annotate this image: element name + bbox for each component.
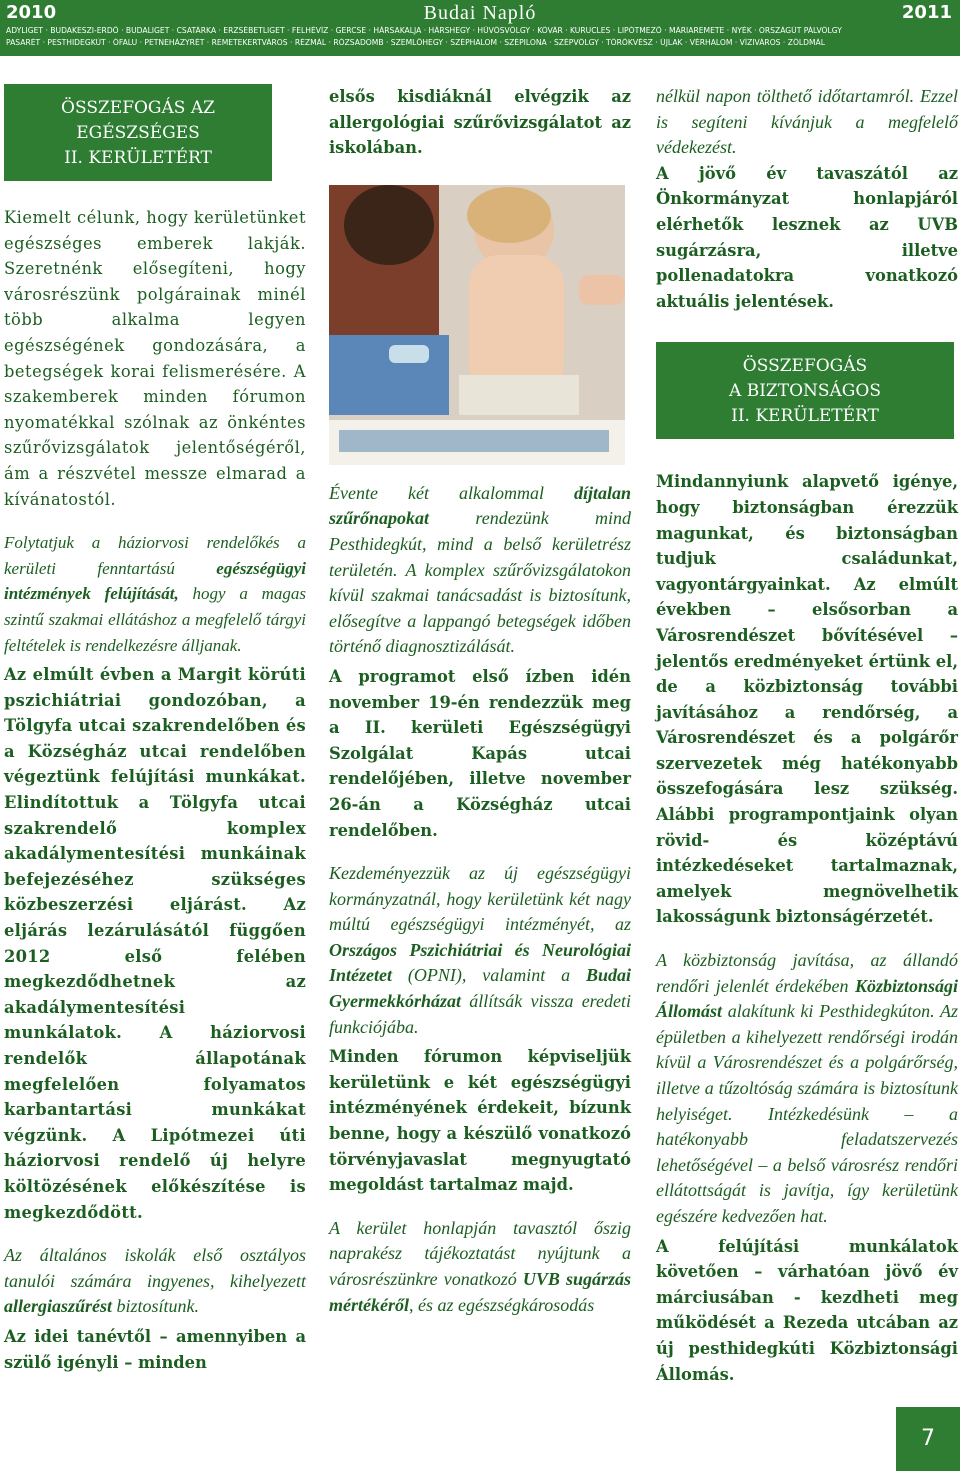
- text-bold: díjtalan szűrőnapokat: [329, 482, 631, 529]
- text-span: rendezünk mind Pesthidegkút, mind a belső kerületrész területén. A komplex szűrővizsgálatokon kívül szakmai tanácsadást is biztosítunk, elősegítve a lappangó betegségek időben történő diagnosztizálását.: [329, 508, 631, 657]
- paragraph-school-year: Az idei tanévtől – amennyiben a szülő igényli – minden: [4, 1326, 306, 1372]
- paragraph-allergy: [4, 1243, 306, 1320]
- text-bold: UVB sugárzás mértékéről: [329, 1269, 631, 1315]
- text-span: Folytatjuk a háziorvosi rendelőkés a kerületi fenntartású: [4, 533, 306, 578]
- box-line-1: ÖSSZEFOGÁS: [742, 356, 868, 377]
- paragraph-initiative: [329, 861, 631, 1040]
- box-line-2: A BIZTONSÁGOS: [729, 381, 881, 402]
- paragraph-renovation: [4, 530, 306, 658]
- newspaper-title: Budai Napló: [423, 2, 537, 24]
- paragraph-safety-intro: Mindannyiunk alapvető igénye, hogy biztonságban érezzük magunkat, és biztonságban tudjuk családunkat, vagyontárgyainkat. Az elmúlt években – elsősorban a Városrendészet bővítésével – jelentős eredményeket értünk el, de a közbiztonság további javításához a rendőrség, a Városrendészet és a polgárőr szervezetek még hatékonyabb összefogására lesz szükség. Alábbi programpontjaink olyan rövid- és középtávú intézkedéseket tartalmaznak, amelyek megnövelhetik lakosságunk biztonságérzetét.: [656, 472, 958, 927]
- text-span: Az általános iskolák első osztályos tanulói számára ingyenes, kihelyezett: [4, 1245, 306, 1291]
- year-right: 2011: [901, 2, 952, 23]
- text-span: A kerület honlapján tavasztól őszig naprakész tájékoztatást nyújtunk a városrészünkre vonatkozó: [329, 1217, 631, 1289]
- section-box-health: [4, 84, 272, 181]
- text-span: hogy a magas szintű szakmai ellátáshoz a megfelelő tárgyi feltételek is rendelkezésre álljanak.: [4, 584, 306, 655]
- box-line-3: II. KERÜLETÉRT: [731, 406, 879, 427]
- text-bold: Közbiztonsági Állomást: [656, 975, 958, 1022]
- box-line-2: EGÉSZSÉGES: [76, 123, 200, 143]
- text-span: állítsák vissza eredeti funkciójába.: [329, 991, 631, 1037]
- page-header: [0, 0, 960, 56]
- intro-paragraph: Kiemelt célunk, hogy kerületünket egészséges emberek lakják. Szeretnénk elősegíteni, hogy városrészünk polgárainak minél több alkalma legyen egészségének gondozására, a betegségek korai felismerésére. A szakemberek minden fórumon nyomatékkal szólnak az önkéntes szűrővizsgálatok jelentőségéről, ám a részvétel messze elmarad a kívánatostól.: [4, 208, 306, 509]
- photo-medical-exam: [329, 185, 625, 465]
- text-span: (OPNI), valamint a: [392, 965, 586, 986]
- column-3: [656, 84, 958, 1405]
- paragraph-uvb-cont: nélkül napon tölthető időtartamról. Ezzel is segíteni kívánjuk a megfelelő védekezést.: [656, 86, 958, 158]
- paragraph-uvb: [329, 1216, 631, 1318]
- text-bold: allergiaszűrést: [4, 1296, 113, 1317]
- photo-illustration: [329, 185, 625, 465]
- paragraph-forums: Minden fórumon képviseljük kerületünk e két egészségügyi intézményének érdekeit, bízunk benne, hogy a készülő vonatkozó törvényjavaslat megnyugtató megoldást tartalmaz majd.: [329, 1047, 631, 1195]
- text-span: A közbiztonság javítása, az állandó rendőri jelenlét érdekében: [656, 950, 958, 996]
- text-bold: Országos Pszichiátriai és Neurológiai Intézetet: [329, 939, 631, 986]
- paragraph-program-dates: A programot első ízben idén november 19-én rendezzük meg a II. kerületi Egészségügyi Szolgálat Kapás utcai rendelőjében, illetve november 26-án a Községház utcai rendelőben.: [329, 666, 631, 840]
- year-left: 2010: [6, 2, 57, 23]
- paragraph-police-station: [656, 948, 958, 1230]
- text-span: biztosítunk.: [112, 1296, 200, 1317]
- text-span: , és az egészségkárosodás: [408, 1294, 595, 1315]
- places-line-2: PASARÉT · PESTHIDEGKÚT · ÓFALU · PETNEHÁZYRÉT · REMETEKERTVÁROS · RÉZMÁL · RÓZSADOMB · SZEMLŐHEGY · SZÉPHALOM · SZÉPILONA · SZÉPVÖLGY · TÖRÖKVÉSZ · ÚJLAK · VÉRHALOM · VÍZIVÁROS · ZÖLDMÁL: [6, 38, 825, 47]
- column-2: [329, 84, 631, 1336]
- paragraph-screening-days: [329, 481, 631, 660]
- box-line-3: II. KERÜLETÉRT: [64, 148, 212, 168]
- text-span: Kezdeményezzük az új egészségügyi kormányzatnál, hogy kerületünk két nagy múltú egészségügyi intézményét, az: [329, 863, 631, 935]
- box-line-1: ÖSSZEFOGÁS AZ: [61, 98, 215, 118]
- page-number: 7: [896, 1407, 960, 1471]
- text-span: Évente két alkalommal: [329, 482, 574, 503]
- text-bold: egészségügyi intézmények felújítását,: [4, 558, 306, 604]
- paragraph-station-opening: A felújítási munkálatok követően – várhatóan jövő év márciusában - kezdheti meg működését a Rezeda utcában az új pesthidegkúti Közbiztonsági Állomás.: [656, 1236, 958, 1384]
- paragraph-works: Az elmúlt évben a Margit körúti pszichiátriai gondozóban, a Tölgyfa utcai szakrendelőben és a Községház utcai rendelőben végeztünk felújítási munkákat. Elindítottuk a Tölgyfa utcai szakrendelő komplex akadálymentesítési munkáinak befejezéséhez szükséges közbeszerzési eljárást. Az eljárás lezárulásától függően 2012 első felében megkezdődhetnek az akadálymentesítési munkálatok. A háziorvosi rendelők állapotának megfelelően folyamatos karbantartási munkákat végzünk. A Lipótmezei úti háziorvosi rendelő új helyre költözésének előkészítése is megkezdődött.: [4, 665, 306, 1222]
- section-box-safety: [656, 342, 954, 439]
- text-span: alakítunk ki Pesthidegkúton. Az épületben a kihelyezett rendőrségi irodán kívül a Városrendészet és a polgárőrség, illetve a tűzoltóság számára is biztosítunk helyiséget. Intézkedésünk – a hatékonyabb feladatszervezés lehetőségével – a belső városrész rendőri ellátottságát is javítja, így kerületünk egészére kedvezően hat.: [656, 1001, 958, 1226]
- text-bold: Budai Gyermekkórházat: [329, 965, 631, 1012]
- column-1: [4, 84, 306, 1393]
- paragraph-reports: A jövő év tavaszától az Önkormányzat honlapjáról elérhetők lesznek az UVB sugárzásra, illetve pollenadatokra vonatkozó aktuális jelentések.: [656, 163, 958, 311]
- paragraph-continuation: elsős kisdiáknál elvégzik az allergológiai szűrővizsgálatot az iskolában.: [329, 87, 631, 158]
- places-line-1: ADYLIGET · BUDAKESZI-ERDŐ · BUDALIGET · CSATÁRKA · ERZSÉBETLIGET · FELHÉVÍZ · GERCSE · HÁRSAKALJA · HÁRSHEGY · HŰVÖSVÖLGY · KÖVÁR · KURUCLES · LIPÓTMEZŐ · MÁRIAREMETE · NYÉK · ORSZÁGÚT PÁLVÖLGY: [6, 26, 842, 35]
